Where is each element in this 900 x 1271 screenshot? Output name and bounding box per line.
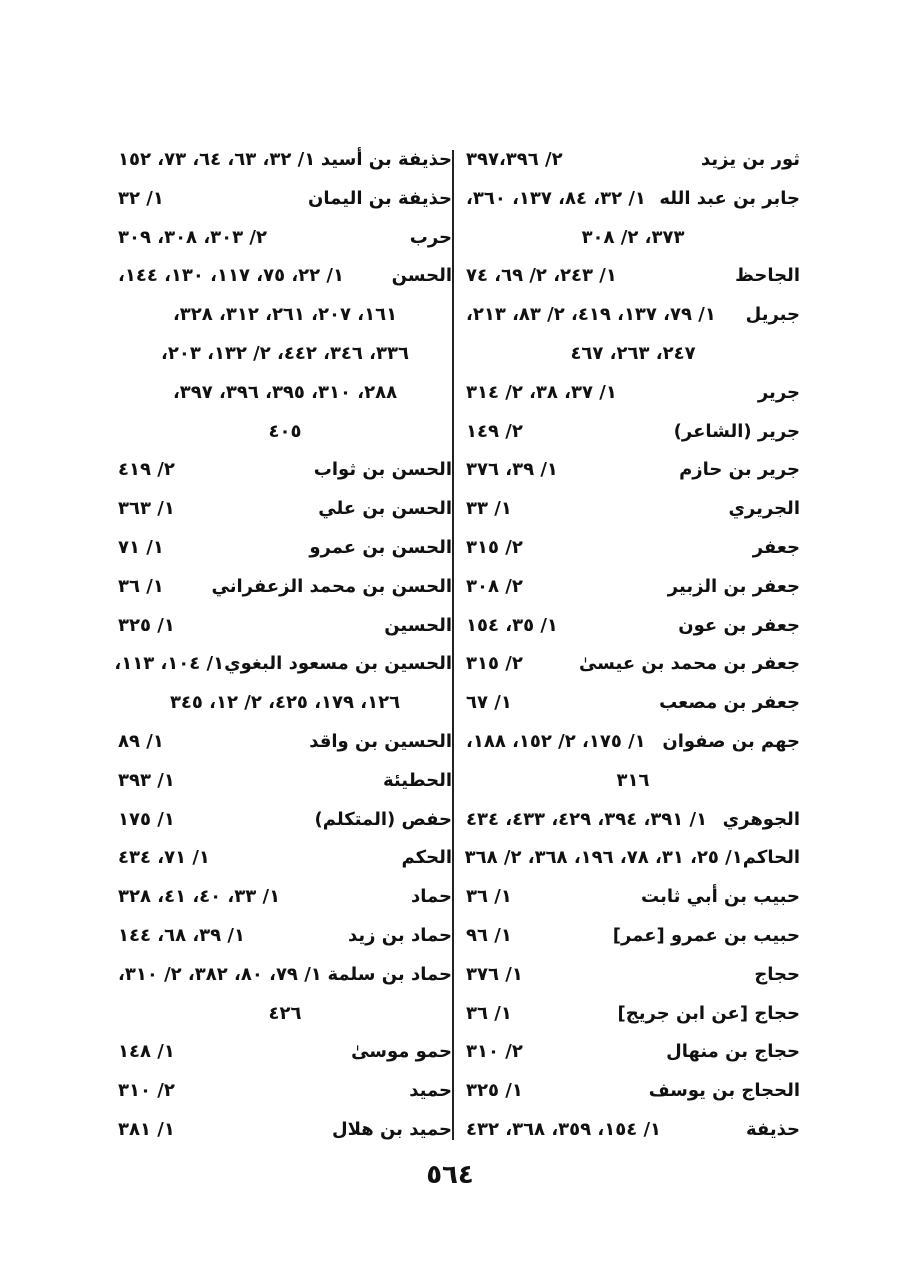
entry-name: حرب bbox=[409, 226, 452, 248]
index-entry bbox=[466, 569, 800, 605]
entry-name: حجاج بن منهال bbox=[666, 1041, 800, 1063]
entry-page-refs: ١/ ٣٦ bbox=[466, 886, 512, 908]
entry-name: حذيفة بن اليمان bbox=[308, 187, 452, 209]
index-entry bbox=[466, 685, 800, 721]
index-entry bbox=[118, 452, 452, 488]
entry-page-refs: ٤٠٥ bbox=[268, 420, 302, 442]
index-entry-continuation bbox=[118, 414, 452, 450]
entry-name: الحسن بن ثواب bbox=[313, 459, 452, 481]
entry-page-refs: ١/ ٧٩، ١٣٧، ٤١٩، ٢/ ٨٣، ٢١٣، bbox=[466, 304, 716, 326]
entry-page-refs: ١/ ٣٢، ٨٤، ١٣٧، ٣٦٠، bbox=[466, 187, 646, 209]
entry-page-refs: ٢/ ١٤٩ bbox=[466, 420, 523, 442]
entry-page-refs: ٤٢٦ bbox=[268, 1002, 302, 1024]
entry-name: حجاج bbox=[754, 963, 800, 985]
entry-name: الحسين بن مسعود البغوي bbox=[224, 653, 452, 675]
entry-page-refs: ٢/ ٤١٩ bbox=[118, 459, 175, 481]
entry-page-refs: ٢/ ٣١٥ bbox=[466, 653, 523, 675]
entry-name: حجاج [عن ابن جريج] bbox=[617, 1002, 800, 1024]
entry-page-refs: ١/ ٧١ bbox=[118, 536, 164, 558]
entry-name: جعفر بن محمد بن عيسىٰ bbox=[578, 653, 800, 675]
entry-name: حميد بن هلال bbox=[331, 1118, 452, 1140]
entry-page-refs: ١/ ٣٦ bbox=[118, 575, 164, 597]
entry-page-refs: ١/ ١٤٨ bbox=[118, 1041, 175, 1063]
entry-page-refs: ١/ ٧١، ٤٣٤ bbox=[118, 847, 210, 869]
entry-page-refs: ١/ ٣٢ bbox=[118, 187, 164, 209]
index-entry-continuation bbox=[118, 297, 452, 333]
entry-name: حماد بن زيد bbox=[347, 924, 452, 946]
entry-name: الحطيئة bbox=[382, 769, 452, 791]
entry-page-refs: ١/ ٣٧٦ bbox=[466, 963, 523, 985]
entry-name: حماد بن سلمة bbox=[327, 963, 452, 985]
index-entry bbox=[118, 258, 452, 294]
entry-name: حذيفة بن أسيد bbox=[320, 149, 452, 170]
entry-name: جعفر بن مصعب bbox=[659, 692, 800, 714]
index-entry bbox=[466, 608, 800, 644]
index-entry-continuation bbox=[118, 996, 452, 1032]
entry-page-refs: ١/ ٣٢، ٦٣، ٦٤، ٧٣، ١٥٢ bbox=[118, 149, 316, 170]
entry-name: الجوهري bbox=[722, 808, 800, 830]
index-entry bbox=[118, 724, 452, 760]
entry-page-refs: ٣٣٦، ٣٤٦، ٤٤٢، ٢/ ١٣٢، ٢٠٣، bbox=[161, 342, 409, 364]
entry-page-refs: ١/ ٣٩١، ٣٩٤، ٤٢٩، ٤٣٣، ٤٣٤ bbox=[466, 808, 708, 830]
entry-name: الجاحظ bbox=[735, 265, 800, 287]
index-entry bbox=[118, 491, 452, 527]
entry-name: ثور بن يزيد bbox=[700, 149, 800, 170]
entry-page-refs: ٣١٦ bbox=[616, 769, 650, 791]
page-number: ٥٦٤ bbox=[426, 1160, 474, 1190]
index-entry bbox=[466, 1034, 800, 1070]
entry-name: الحسن بن علي bbox=[318, 498, 452, 520]
entry-page-refs: ٣٧٣، ٢/ ٣٠٨ bbox=[581, 226, 685, 248]
index-entry bbox=[466, 414, 800, 450]
entry-name: الجريري bbox=[728, 498, 800, 520]
index-entry bbox=[466, 452, 800, 488]
index-entry bbox=[118, 879, 452, 915]
entry-name: الحكم bbox=[401, 847, 452, 869]
index-entry-continuation bbox=[118, 685, 452, 721]
entry-page-refs: ١/ ٣٩٣ bbox=[118, 769, 175, 791]
entry-page-refs: ١/ ٣٢٥ bbox=[118, 614, 175, 636]
index-entry bbox=[466, 1112, 800, 1148]
index-entry bbox=[118, 530, 452, 566]
entry-page-refs: ١/ ٨٩ bbox=[118, 730, 164, 752]
entry-page-refs: ١/ ٣٣ bbox=[466, 498, 512, 520]
index-entry bbox=[466, 375, 800, 411]
entry-page-refs: ١/ ٢٢، ٧٥، ١١٧، ١٣٠، ١٤٤، bbox=[118, 265, 344, 287]
entry-name: الحجاج بن يوسف bbox=[648, 1080, 800, 1102]
index-entry bbox=[114, 646, 452, 682]
entry-page-refs: ٢/ ٣٩٧،٣٩٦ bbox=[466, 149, 563, 170]
entry-page-refs: ١/ ٦٧ bbox=[466, 692, 512, 714]
entry-page-refs: ١/ ١٧٥، ٢/ ١٥٢، ١٨٨، bbox=[466, 730, 646, 752]
index-entry bbox=[466, 918, 800, 954]
entry-page-refs: ٢/ ٣٠٨ bbox=[466, 575, 523, 597]
index-column-right bbox=[466, 142, 800, 1148]
index-entry bbox=[118, 957, 452, 993]
entry-name: حذيفة bbox=[746, 1118, 800, 1140]
index-entry-continuation bbox=[118, 375, 452, 411]
entry-name: حبيب بن عمرو [عمر] bbox=[612, 924, 800, 946]
index-column-left bbox=[114, 142, 452, 1148]
index-entry bbox=[118, 763, 452, 799]
index-entry bbox=[466, 957, 800, 993]
entry-name: حماد bbox=[410, 886, 452, 908]
entry-page-refs: ١/ ٣٣، ٤٠، ٤١، ٣٢٨ bbox=[118, 886, 281, 908]
index-entry bbox=[466, 181, 800, 217]
index-entry bbox=[466, 724, 800, 760]
index-entry bbox=[466, 840, 800, 876]
entry-page-refs: ٢/ ٣٠٣، ٣٠٨، ٣٠٩ bbox=[118, 226, 267, 248]
entry-name: الحسين bbox=[384, 614, 452, 636]
entry-name: جعفر بن عون bbox=[678, 614, 800, 636]
entry-name: الحسن بن محمد الزعفراني bbox=[211, 575, 452, 597]
index-entry bbox=[466, 646, 800, 682]
index-entry bbox=[118, 1112, 452, 1148]
entry-name: الحسين بن واقد bbox=[309, 730, 452, 752]
index-entry bbox=[466, 1073, 800, 1109]
entry-page-refs: ٢/ ٣١٥ bbox=[466, 536, 523, 558]
entry-page-refs: ١/ ١٠٤، ١١٣، bbox=[114, 653, 225, 675]
entry-page-refs: ٢/ ٣١٠ bbox=[118, 1080, 175, 1102]
index-entry bbox=[118, 918, 452, 954]
entry-page-refs: ١/ ٢٥، ٣١، ٧٨، ١٩٦، ٣٦٨، ٢/ ٣٦٨ bbox=[464, 847, 743, 869]
entry-page-refs: ١/ ٩٦ bbox=[466, 924, 512, 946]
entry-page-refs: ١/ ٣٩، ٣٧٦ bbox=[466, 459, 558, 481]
column-divider bbox=[452, 150, 454, 1140]
index-entry bbox=[118, 840, 452, 876]
index-entry bbox=[118, 1034, 452, 1070]
entry-page-refs: ١/ ٣٢٥ bbox=[466, 1080, 523, 1102]
index-entry bbox=[466, 491, 800, 527]
index-entry bbox=[466, 142, 800, 178]
index-entry bbox=[118, 220, 452, 256]
entry-page-refs: ١٦١، ٢٠٧، ٢٦١، ٣١٢، ٣٢٨، bbox=[172, 304, 398, 326]
entry-name: جابر بن عبد الله bbox=[659, 187, 800, 209]
entry-name: حفص (المتكلم) bbox=[314, 808, 452, 830]
entry-page-refs: ١/ ٣٧، ٣٨، ٢/ ٣١٤ bbox=[466, 381, 617, 403]
entry-page-refs: ١/ ١٧٥ bbox=[118, 808, 175, 830]
index-entry bbox=[118, 181, 452, 217]
entry-page-refs: ١/ ٣٥، ١٥٤ bbox=[466, 614, 558, 636]
entry-name: جرير بن حازم bbox=[679, 459, 800, 481]
index-entry-continuation bbox=[118, 336, 452, 372]
entry-name: جهم بن صفوان bbox=[662, 730, 800, 752]
entry-name: جعفر bbox=[752, 536, 800, 558]
index-entry bbox=[466, 879, 800, 915]
entry-page-refs: ٢٨٨، ٣١٠، ٣٩٥، ٣٩٦، ٣٩٧، bbox=[172, 381, 398, 403]
entry-name: الحاكم bbox=[742, 847, 800, 869]
entry-page-refs: ١/ ٣٦٣ bbox=[118, 498, 175, 520]
index-entry bbox=[118, 802, 452, 838]
entry-name: جبريل bbox=[745, 304, 800, 326]
entry-name: جرير (الشاعر) bbox=[673, 420, 800, 442]
entry-page-refs: ١/ ٢٤٣، ٢/ ٦٩، ٧٤ bbox=[466, 265, 617, 287]
entry-name: حمو موسىٰ bbox=[351, 1041, 452, 1063]
entry-page-refs: ١/ ٧٩، ٨٠، ٣٨٢، ٢/ ٣١٠، bbox=[118, 963, 322, 985]
entry-name: جعفر بن الزبير bbox=[667, 575, 800, 597]
index-entry-continuation bbox=[466, 220, 800, 256]
index-entry bbox=[466, 530, 800, 566]
index-entry bbox=[118, 569, 452, 605]
entry-name: الحسن بن عمرو bbox=[309, 536, 452, 558]
entry-page-refs: ٢٤٧، ٢٦٣، ٤٦٧ bbox=[570, 342, 696, 364]
entry-page-refs: ١/ ١٥٤، ٣٥٩، ٣٦٨، ٤٣٢ bbox=[466, 1118, 662, 1140]
entry-page-refs: ٢/ ٣١٠ bbox=[466, 1041, 523, 1063]
entry-page-refs: ١/ ٣٦ bbox=[466, 1002, 512, 1024]
entry-page-refs: ١/ ٣٨١ bbox=[118, 1118, 175, 1140]
index-entry-continuation bbox=[466, 336, 800, 372]
index-entry bbox=[118, 142, 452, 178]
entry-page-refs: ١٢٦، ١٧٩، ٤٢٥، ٢/ ١٢، ٣٤٥ bbox=[169, 692, 401, 714]
entry-name: حميد bbox=[409, 1080, 452, 1102]
index-entry-continuation bbox=[466, 763, 800, 799]
index-entry bbox=[466, 297, 800, 333]
index-entry bbox=[118, 608, 452, 644]
entry-page-refs: ١/ ٣٩، ٦٨، ١٤٤ bbox=[118, 924, 245, 946]
entry-name: حبيب بن أبي ثابت bbox=[641, 886, 800, 908]
entry-name: الحسن bbox=[391, 265, 452, 287]
index-entry bbox=[118, 1073, 452, 1109]
index-entry bbox=[466, 996, 800, 1032]
index-entry bbox=[466, 258, 800, 294]
entry-name: جرير bbox=[757, 381, 800, 403]
index-entry bbox=[466, 802, 800, 838]
